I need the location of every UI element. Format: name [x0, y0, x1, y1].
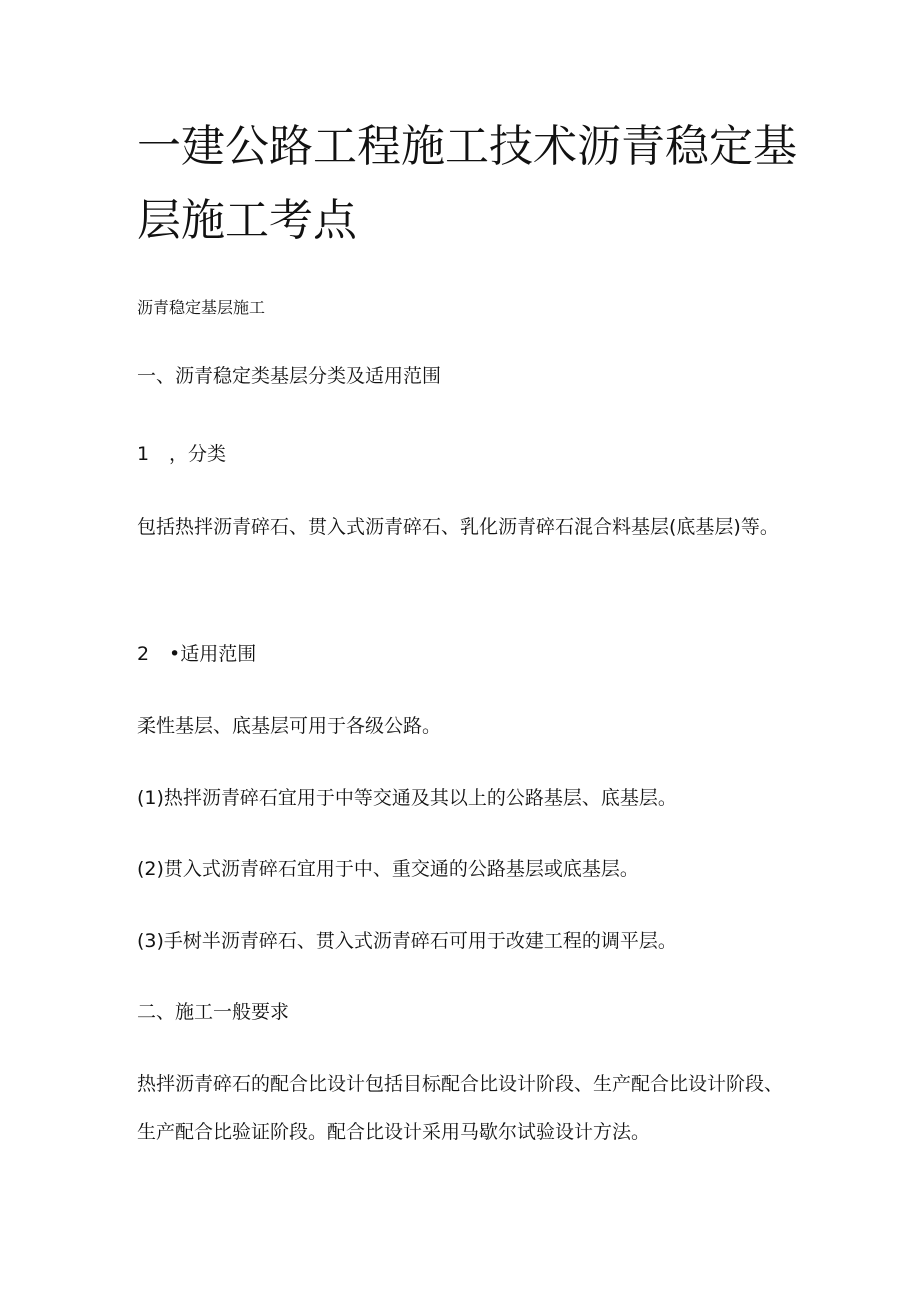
section-1-heading: 一、沥青稳定类基层分类及适用范围: [137, 365, 442, 387]
section-2-text: 热拌沥青碎石的配合比设计包括目标配合比设计阶段、生产配合比设计阶段、生产配合比验证阶段。配合比设计采用马歇尔试验设计方法。: [137, 1073, 784, 1143]
item-2-label: •适用范围: [169, 643, 257, 665]
item-2-text: 柔性基层、底基层可用于各级公路。: [137, 715, 442, 737]
item-2-heading: [137, 630, 256, 678]
document-subtitle: 沥青稳定基层施工: [137, 298, 266, 317]
item-2-number: 2: [137, 643, 150, 665]
item-1-number: 1: [137, 443, 150, 465]
item-1-heading: [137, 430, 226, 478]
document-title: 一建公路工程施工技术沥青稳定基层施工考点: [137, 121, 797, 246]
section-2-heading: 二、施工一般要求: [137, 1001, 290, 1023]
list-item-1: (1)热拌沥青碎石宜用于中等交通及其以上的公路基层、底基层。: [137, 787, 677, 809]
list-item-2: (2)贯入式沥青碎石宜用于中、重交通的公路基层或底基层。: [137, 858, 639, 880]
item-1-label: ，分类: [169, 443, 227, 465]
item-1-text: 包括热拌沥青碎石、贯入式沥青碎石、乳化沥青碎石混合料基层(底基层)等。: [137, 516, 779, 538]
list-item-3: (3)手树半沥青碎石、贯入式沥青碎石可用于改建工程的调平层。: [137, 930, 677, 952]
